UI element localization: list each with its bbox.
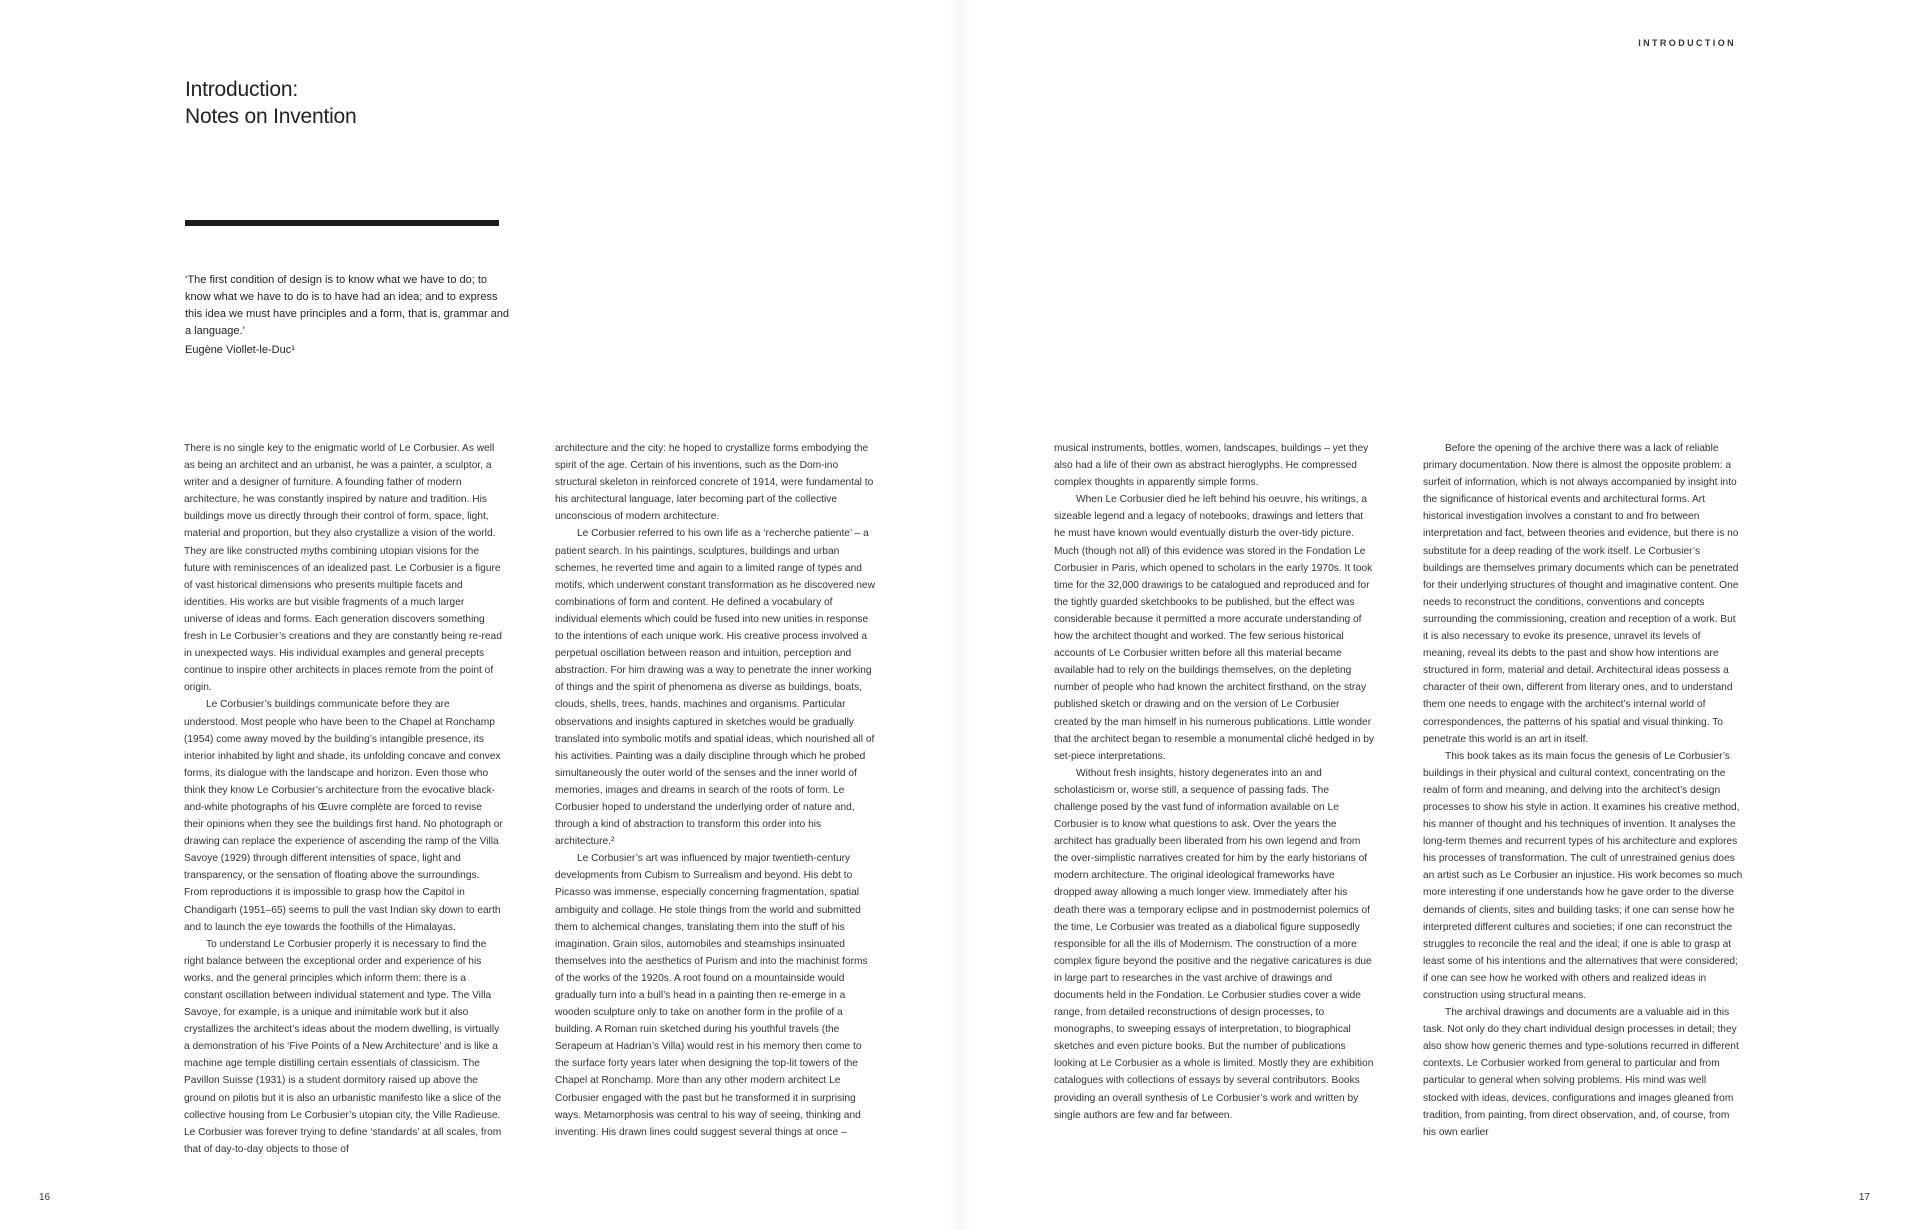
paragraph: Le Corbusier’s buildings communicate before they are understood. Most people who have been to the Chapel at Ronchamp (1954) come away moved by the building’s intangible presence, its interior inhabited by light and shade, its unfolding concave and convex forms, its dialogue with the landscape and horizon. Even those who think they know Le Corbusier’s architecture from the evocative black-and-white photographs of his Œuvre complète are forced to revise their opinions when they see the buildings first hand. No photograph or drawing can replace the experience of ascending the ramp of the Villa Savoye (1929) through different intensities of space, light and transparency, or the sensation of floating above the surroundings. From reproductions it is impossible to grasp how the Capitol in Chandigarh (1951–65) seems to pull the vast Indian sky down to earth and to launch the eye towards the foothills of the Himalayas. <box>184 699 503 933</box>
page-number-left: 16 <box>39 1192 51 1203</box>
paragraph: Le Corbusier referred to his own life as a ‘recherche patiente’ – a patient search. In his paintings, sculptures, buildings and urban schemes, he reverted time and again to a limited range of types and motifs, which underwent constant transformation as he discovered new combinations of form and content. He defined a vocabulary of individual elements which could be fused into new unities in response to the intentions of each unique work. His creative process involved a perpetual oscillation between reason and intuition, perception and abstraction. For him drawing was a way to penetrate the inner working of things and the spirit of phenomena as diverse as buildings, boats, clouds, shells, trees, hands, machines and organisms. Particular observations and insights captured in sketches would be gradually translated into symbolic motifs and spatial ideas, which nourished all of his activities. Painting was a daily discipline through which he probed simultaneously the outer world of the senses and the inner world of memories, images and dreams in search of the roots of form. Le Corbusier hoped to understand the underlying order of nature and, through a kind of abstraction to transform this order into his architecture.² <box>555 528 875 848</box>
running-head: INTRODUCTION <box>1638 38 1736 48</box>
paragraph: architecture and the city: he hoped to crystallize forms embodying the spirit of the age. Certain of his inventions, such as the Dom-ino structural skeleton in reinforced concrete of 1914, were fundamental to his architectural language, later becoming part of the collective unconscious of modern architecture. <box>555 443 874 523</box>
paragraph: musical instruments, bottles, women, landscapes, buildings – yet they also had a life of their own as abstract hieroglyphs. He compressed complex thoughts in apparently simple forms. <box>1054 443 1369 489</box>
epigraph <box>185 272 515 359</box>
epigraph-quote: ‘The first condition of design is to know what we have to do; to know what we have to do is to have had an idea; and to express this idea we must have principles and a form, that is, grammar and a language.’ <box>185 274 510 337</box>
chapter-title-line-1: Introduction: <box>185 78 298 101</box>
paragraph: There is no single key to the enigmatic world of Le Corbusier. As well as being an architect and an urbanist, he was a painter, a sculptor, a writer and a designer of furniture. A founding father of modern architecture, he was constantly inspired by nature and tradition. His buildings move us directly through their control of form, space, light, material and proportion, but they also crystallize a vision of the world. They are like constructed myths combining utopian visions for the future with reminiscences of an idealized past. Le Corbusier is a figure of vast historical dimensions who presents multiple facets and identities. His works are but visible fragments of a much larger universe of ideas and forms. Each generation discovers something fresh in Le Corbusier’s creations and they are constantly being re-read in unexpected ways. His individual examples and general precepts continue to inspire other architects in places remote from the point of origin. <box>184 443 502 694</box>
paragraph: Without fresh insights, history degenerates into an and scholasticism or, worse still, a sequence of passing fads. The challenge posed by the vast fund of information available on Le Corbusier is to know what questions to ask. Over the years the architect has gradually been liberated from his own legend and from the over-simplistic narratives created for him by the early historians of modern architecture. The original ideological frameworks have dropped away allowing a much longer view. Immediately after his death there was a temporary eclipse and in postmodernist polemics of the time, Le Corbusier was treated as a diabolical figure supposedly responsible for all the ills of Modernism. The construction of a more complex figure beyond the positive and the negative caricatures is due in large part to researches in the vast archive of drawings and documents held in the Fondation. Le Corbusier studies cover a wide range, from detailed reconstructions of design processes, to monographs, to sweeping essays of interpretation, to biographical sketches and even picture books. But the number of publications looking at Le Corbusier as a whole is limited. Mostly they are exhibition catalogues with collections of essays by several contributors. Books providing an overall synthesis of Le Corbusier’s work and written by single authors are few and far between. <box>1054 767 1374 1121</box>
epigraph-author: Eugène Viollet-le-Duc¹ <box>185 344 295 356</box>
paragraph: Le Corbusier’s art was influenced by major twentieth-century developments from Cubism to Surrealism and beyond. His debt to Picasso was immense, especially concerning fragmentation, spatial ambiguity and collage. He stole things from the world and submitted them to alchemical changes, translating them into the stuff of his imagination. Grain silos, automobiles and steamships insinuated themselves into the aesthetics of Purism and into the machinist forms of the works of the 1920s. A root found on a mountainside would gradually turn into a bull’s head in a painting then re-emerge in a wooden sculpture only to take on another form in the profile of a building. A Roman ruin sketched during his youthful travels (the Serapeum at Hadrian’s Villa) would rest in his memory then come to the surface forty years later when designing the top-lit towers of the Chapel at Ronchamp. More than any other modern architect Le Corbusier engaged with the past but he transformed it in surprising ways. Metamorphosis was central to his way of seeing, thinking and inventing. His drawn lines could suggest several things at once – <box>555 853 868 1138</box>
page-number-right: 17 <box>1858 1192 1870 1203</box>
text-column-1 <box>184 440 504 1158</box>
paragraph: When Le Corbusier died he left behind his oeuvre, his writings, a sizeable legend and a legacy of notebooks, drawings and letters that he must have known would eventually disturb the over-tidy picture. Much (though not all) of this evidence was stored in the Fondation Le Corbusier in Paris, which opened to scholars in the early 1970s. It took time for the 32,000 drawings to be catalogued and reproduced and for the tightly guarded sketchbooks to be published, but the effect was considerable because it permitted a more accurate understanding of how the architect thought and worked. The few serious historical accounts of Le Corbusier written before all this material became available had to rely on the buildings themselves, on the depleting number of people who had known the architect firsthand, on the stray published sketch or drawing and on the version of Le Corbusier created by the man himself in his numerous publications. Little wonder that the architect began to resemble a monumental cliché hedged in by set-piece interpretations. <box>1054 494 1374 762</box>
title-rule <box>185 220 499 226</box>
right-page <box>960 0 1920 1230</box>
text-column-2 <box>555 440 875 1141</box>
chapter-title <box>185 76 357 130</box>
paragraph: This book takes as its main focus the genesis of Le Corbusier’s buildings in their physical and cultural context, concentrating on the realm of form and meaning, and delving into the architect’s design processes to show his style in action. It examines his creative method, his manner of thought and his techniques of invention. It analyses the long-term themes and recurrent types of his architecture and explores his processes of transformation. The cult of unrestrained genius does an artist such as Le Corbusier an injustice. His work becomes so much more interesting if one understands how he gave order to the diverse demands of clients, sites and building tasks; if one can sense how he interpreted different cultures and societies; if one can reconstruct the struggles to reconcile the real and the ideal; if one is able to grasp at least some of his intentions and the alternatives that were considered; if one can see how he worked with others and realized ideas in construction using structural means. <box>1423 750 1743 1001</box>
text-column-3 <box>1054 440 1374 1124</box>
paragraph: Before the opening of the archive there was a lack of reliable primary documentation. Now there is almost the opposite problem: a surfeit of information, which is not always accompanied by insight into the significance of historical events and architectural forms. Art historical investigation involves a constant to and fro between interpretation and fact, between theories and evidence, but there is no substitute for a deep reading of the work itself. Le Corbusier’s buildings are themselves primary documents which can be penetrated for their underlying structures of thought and imaginative content. One needs to reconstruct the conditions, conventions and concepts surrounding the commissioning, creation and reception of a work. But it is also necessary to evoke its presence, unravel its levels of meaning, reveal its debts to the past and show how intentions are structured in form, material and detail. Architectural ideas possess a character of their own, different from literary ones, and to understand them one needs to engage with the architect’s internal world of correspondences, the patterns of his spatial and visual thinking. To penetrate this world is an art in itself. <box>1423 443 1739 745</box>
paragraph: The archival drawings and documents are a valuable aid in this task. Not only do they chart individual design processes in detail; they also show how generic themes and type-solutions recurred in different contexts. Le Corbusier worked from general to particular and from particular to general when solving problems. His mind was well stocked with ideas, devices, configurations and images gleaned from tradition, from painting, from direct observation, and, of course, from his own earlier <box>1423 1007 1739 1138</box>
chapter-title-line-2: Notes on Invention <box>185 105 357 128</box>
paragraph: To understand Le Corbusier properly it is necessary to find the right balance between the exceptional order and experience of his works, and the general principles which inform them: there is a constant oscillation between individual statement and type. The Villa Savoye, for example, is a unique and inimitable work but it also crystallizes the architect’s ideas about the modern dwelling, is virtually a demonstration of his ‘Five Points of a New Architecture’ and is like a machine age temple distilling certain essentials of classicism. The Pavillon Suisse (1931) is a student dormitory raised up above the ground on pilotis but it is also an urbanistic manifesto like a slice of the collective housing from Le Corbusier’s utopian city, the Ville Radieuse. Le Corbusier was forever trying to define ‘standards’ at all scales, from that of day-to-day objects to those of <box>184 938 502 1155</box>
text-column-4 <box>1423 440 1743 1141</box>
